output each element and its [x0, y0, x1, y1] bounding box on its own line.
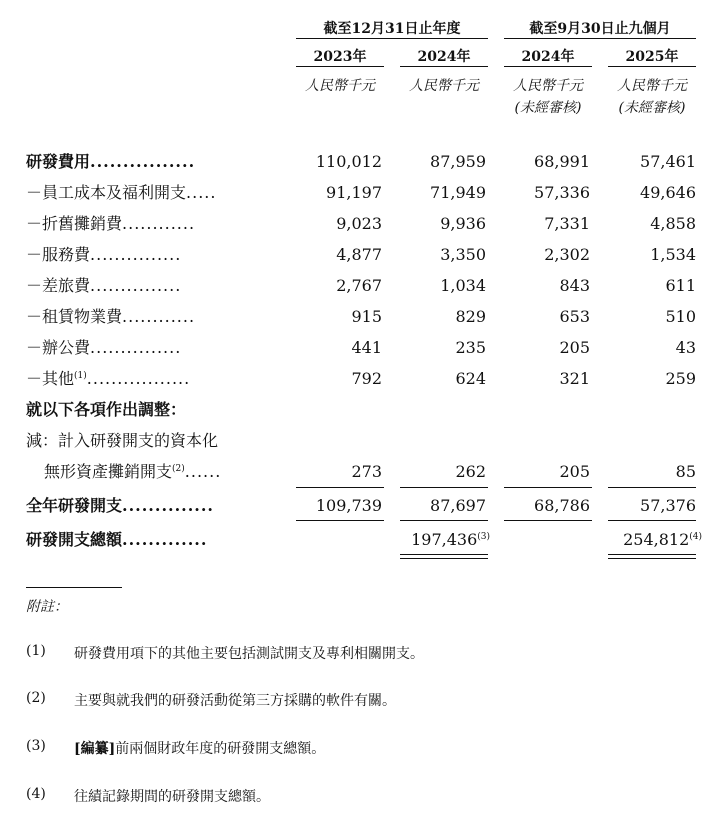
table-row — [0, 210, 720, 237]
subtotal-rule — [400, 487, 488, 488]
notes-title: 附註： — [26, 599, 68, 615]
note-text: 主要與就我們的研發活動從第三方採購的軟件有關。 — [74, 693, 396, 709]
col-unaudited-4: (未經審核) — [618, 100, 686, 116]
row-label: 減：計入研發開支的資本化 — [26, 431, 219, 450]
grand-total-double-rule — [608, 554, 696, 559]
note-mark: (4) — [26, 786, 46, 802]
row-label: －員工成本及福利開支..... — [26, 183, 217, 202]
row-label: －差旅費............... — [26, 276, 182, 295]
table-row-grand-total — [0, 526, 720, 553]
cell-2023: 915 — [351, 307, 382, 326]
cell-2023: 4,877 — [336, 245, 382, 264]
cell-2025: 611 — [665, 276, 696, 295]
cell-2024a: 235 — [455, 338, 486, 357]
cell-2024a: 197,436$^{(3)}$ — [411, 530, 490, 549]
cell-2024b: 68,786 — [534, 496, 590, 515]
cell-2024b: 321 — [559, 369, 590, 388]
note-item — [26, 738, 686, 758]
header-group-nine-months-rule — [504, 38, 696, 39]
row-label: 無形資產攤銷開支$^{(2)}$...... — [44, 462, 222, 481]
row-label: 就以下各項作出調整： — [26, 400, 187, 419]
col-unit-4: 人民幣千元 — [617, 78, 687, 94]
cell-2024b: 653 — [559, 307, 590, 326]
table-row — [0, 241, 720, 268]
table-row — [0, 334, 720, 361]
table-row — [0, 148, 720, 175]
header-group-fiscal-year-rule — [296, 38, 488, 39]
col-year-2024a: 2024年 — [417, 49, 471, 65]
note-text: 往績記錄期間的研發開支總額。 — [74, 789, 270, 805]
table-row — [0, 179, 720, 206]
cell-2023: 91,197 — [326, 183, 382, 202]
cell-2025: 510 — [665, 307, 696, 326]
row-label: 研發開支總額............. — [26, 530, 208, 549]
note-text: 前兩個財政年度的研發開支總額。 — [115, 741, 326, 757]
col-unit-3: 人民幣千元 — [513, 78, 583, 94]
note-mark: (3) — [26, 738, 46, 754]
col-year-rule-2 — [400, 66, 488, 67]
cell-2024a: 87,697 — [430, 496, 486, 515]
cell-2023: 441 — [351, 338, 382, 357]
table-row-heading — [0, 396, 720, 423]
cell-2024b: 57,336 — [534, 183, 590, 202]
cell-2024b: 7,331 — [544, 214, 590, 233]
note-item — [26, 643, 686, 663]
subtotal-rule — [504, 487, 592, 488]
col-year-2025: 2025年 — [625, 49, 679, 65]
cell-2024b: 68,991 — [534, 152, 590, 171]
cell-2025: 57,461 — [640, 152, 696, 171]
row-label: －折舊攤銷費............ — [26, 214, 196, 233]
col-year-rule-4 — [608, 66, 696, 67]
cell-2024b: 843 — [559, 276, 590, 295]
col-unit-1: 人民幣千元 — [305, 78, 375, 94]
notes-rule — [26, 587, 122, 588]
row-label: －服務費............... — [26, 245, 182, 264]
note-text: 研發費用項下的其他主要包括測試開支及專利相關開支。 — [74, 646, 424, 662]
cell-2023: 9,023 — [336, 214, 382, 233]
table-row-heading — [0, 427, 720, 454]
table-row — [0, 303, 720, 330]
cell-2025: 254,812$^{(4)}$ — [623, 530, 702, 549]
cell-2025: 57,376 — [640, 496, 696, 515]
total-rule — [296, 520, 384, 521]
cell-2025: 49,646 — [640, 183, 696, 202]
cell-2024a: 1,034 — [440, 276, 486, 295]
header-group-nine-months: 截至9月30日止九個月 — [529, 21, 671, 37]
table-row — [0, 272, 720, 299]
col-year-2024b: 2024年 — [521, 49, 575, 65]
note-item — [26, 690, 686, 710]
cell-2025: 43 — [675, 338, 696, 357]
subtotal-rule — [608, 487, 696, 488]
subtotal-rule — [296, 487, 384, 488]
cell-2025: 4,858 — [650, 214, 696, 233]
row-label: 全年研發開支.............. — [26, 496, 214, 515]
cell-2023: 2,767 — [336, 276, 382, 295]
total-rule — [504, 520, 592, 521]
cell-2024a: 87,959 — [430, 152, 486, 171]
cell-2023: 792 — [351, 369, 382, 388]
cell-2024a: 262 — [455, 462, 486, 481]
grand-total-double-rule — [400, 554, 488, 559]
note-mark: (2) — [26, 690, 46, 706]
row-label: －辦公費............... — [26, 338, 182, 357]
cell-2024b: 205 — [559, 338, 590, 357]
cell-2023: 273 — [351, 462, 382, 481]
cell-2023: 109,739 — [315, 496, 382, 515]
cell-2025: 85 — [675, 462, 696, 481]
cell-2024a: 9,936 — [440, 214, 486, 233]
cell-2024a: 829 — [455, 307, 486, 326]
table-row — [0, 458, 720, 485]
cell-2024a: 3,350 — [440, 245, 486, 264]
cell-2023: 110,012 — [315, 152, 382, 171]
row-label: 研發費用................ — [26, 152, 196, 171]
note-item — [26, 786, 686, 806]
cell-2024a: 71,949 — [430, 183, 486, 202]
cell-2025: 1,534 — [650, 245, 696, 264]
col-year-rule-3 — [504, 66, 592, 67]
table-row — [0, 365, 720, 392]
total-rule — [400, 520, 488, 521]
table-row-total — [0, 492, 720, 519]
redacted-marker: [編纂] — [74, 741, 116, 757]
cell-2024b: 2,302 — [544, 245, 590, 264]
col-year-2023: 2023年 — [313, 49, 367, 65]
col-year-rule-1 — [296, 66, 384, 67]
total-rule — [608, 520, 696, 521]
row-label: －租賃物業費............ — [26, 307, 196, 326]
note-mark: (1) — [26, 643, 46, 659]
header-group-fiscal-year: 截至12月31日止年度 — [323, 21, 461, 37]
row-label: －其他$^{(1)}$................. — [26, 369, 191, 388]
cell-2024a: 624 — [455, 369, 486, 388]
note-text-wrap — [74, 738, 325, 758]
cell-2024b: 205 — [559, 462, 590, 481]
col-unaudited-3: (未經審核) — [514, 100, 582, 116]
cell-2025: 259 — [665, 369, 696, 388]
col-unit-2: 人民幣千元 — [409, 78, 479, 94]
